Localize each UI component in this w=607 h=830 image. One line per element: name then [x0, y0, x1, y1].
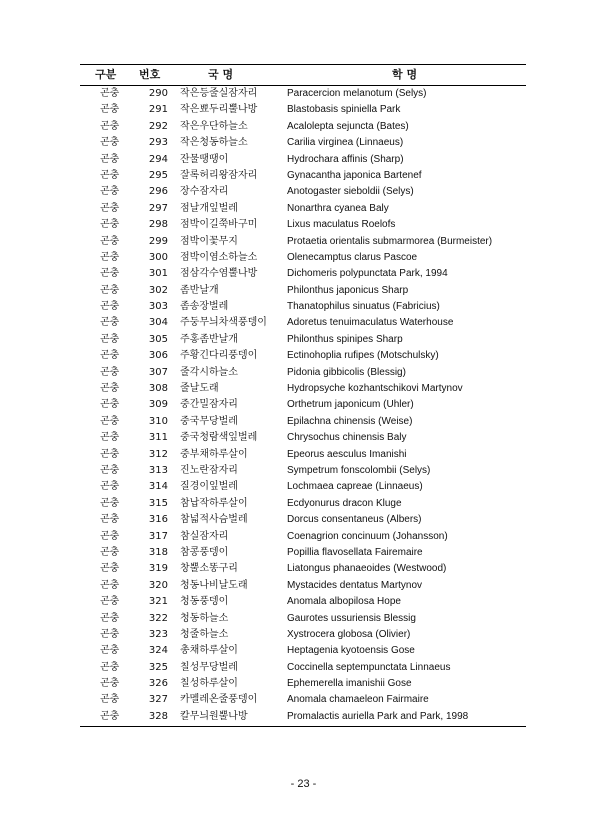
category-cell: 곤충 — [100, 169, 120, 181]
korean-name-cell: 점박이염소하늘소 — [180, 251, 258, 263]
number-cell: 305 — [148, 333, 168, 345]
category-cell: 곤충 — [100, 186, 120, 198]
scientific-name-cell: Acalolepta sejuncta (Bates) — [287, 120, 409, 132]
table-row — [80, 299, 526, 315]
korean-name-cell: 장수잠자리 — [180, 186, 229, 198]
table-row — [80, 119, 526, 135]
scientific-name-cell: Nonarthra cyanea Baly — [287, 202, 389, 214]
number-cell: 306 — [148, 350, 168, 362]
scientific-name-cell: Olenecamptus clarus Pascoe — [287, 251, 418, 263]
scientific-name-cell: Epeorus aesculus Imanishi — [287, 448, 407, 460]
number-cell: 303 — [148, 301, 168, 313]
scientific-name-cell: Coenagrion concinuum (Johansson) — [287, 530, 448, 542]
number-cell: 321 — [148, 596, 168, 608]
category-cell: 곤충 — [100, 333, 120, 345]
category-cell: 곤충 — [100, 628, 120, 640]
table-row — [80, 447, 526, 463]
korean-name-cell: 잔물땡땡이 — [180, 153, 229, 165]
category-cell: 곤충 — [100, 301, 120, 313]
table-row — [80, 397, 526, 413]
category-cell: 곤충 — [100, 235, 120, 247]
korean-name-cell: 점삼각수염뿔나방 — [180, 268, 258, 280]
number-cell: 318 — [148, 546, 168, 558]
category-cell: 곤충 — [100, 514, 120, 526]
category-cell: 곤충 — [100, 251, 120, 263]
korean-name-cell: 작은뾰두리뿔나방 — [180, 104, 258, 116]
header-number: 번호 — [139, 68, 161, 81]
korean-name-cell: 줄각시하늘소 — [180, 366, 238, 378]
table-row — [80, 430, 526, 446]
scientific-name-cell: Philonthus japonicus Sharp — [287, 284, 409, 296]
korean-name-cell: 창뿔소똥구리 — [180, 563, 238, 575]
category-cell: 곤충 — [100, 366, 120, 378]
number-cell: 302 — [148, 284, 168, 296]
korean-name-cell: 좀반날개 — [180, 284, 219, 296]
scientific-name-cell: Dorcus consentaneus (Albers) — [287, 514, 422, 526]
category-cell: 곤충 — [100, 284, 120, 296]
scientific-name-cell: Hydropsyche kozhantschikovi Martynov — [287, 383, 463, 395]
scientific-name-cell: Anotogaster sieboldii (Selys) — [287, 186, 414, 198]
korean-name-cell: 참콩풍뎅이 — [180, 546, 229, 558]
number-cell: 325 — [148, 661, 168, 673]
number-cell: 300 — [148, 251, 168, 263]
number-cell: 291 — [148, 104, 168, 116]
korean-name-cell: 참넓적사슴벌레 — [180, 514, 248, 526]
table-row — [80, 463, 526, 479]
table-row — [80, 217, 526, 233]
korean-name-cell: 잘록허리왕잠자리 — [180, 169, 258, 181]
number-cell: 310 — [148, 415, 168, 427]
table-row — [80, 315, 526, 331]
table-row — [80, 201, 526, 217]
number-cell: 309 — [148, 399, 168, 411]
table-row — [80, 332, 526, 348]
korean-name-cell: 중국청람색잎벌레 — [180, 432, 258, 444]
scientific-name-cell: Pidonia gibbicolis (Blessig) — [287, 366, 406, 378]
korean-name-cell: 칼무늬원뿔나방 — [180, 710, 248, 722]
korean-name-cell: 총채하루살이 — [180, 645, 238, 657]
korean-name-cell: 질경이잎벌레 — [180, 481, 238, 493]
category-cell: 곤충 — [100, 464, 120, 476]
table-header-row — [80, 64, 526, 86]
number-cell: 317 — [148, 530, 168, 542]
table-row — [80, 660, 526, 676]
category-cell: 곤충 — [100, 530, 120, 542]
number-cell: 293 — [148, 137, 168, 149]
scientific-name-cell: Mystacides dentatus Martynov — [287, 579, 423, 591]
category-cell: 곤충 — [100, 645, 120, 657]
table-row — [80, 496, 526, 512]
category-cell: 곤충 — [100, 678, 120, 690]
number-cell: 313 — [148, 464, 168, 476]
table-row — [80, 545, 526, 561]
scientific-name-cell: Anomala chamaeleon Fairmaire — [287, 694, 429, 706]
korean-name-cell: 점박이꽃무지 — [180, 235, 238, 247]
table-row — [80, 266, 526, 282]
number-cell: 294 — [148, 153, 168, 165]
table-row — [80, 168, 526, 184]
scientific-name-cell: Coccinella septempunctata Linnaeus — [287, 661, 451, 673]
category-cell: 곤충 — [100, 219, 120, 231]
category-cell: 곤충 — [100, 596, 120, 608]
scientific-name-cell: Gaurotes ussuriensis Blessig — [287, 612, 416, 624]
table-row — [80, 561, 526, 577]
korean-name-cell: 점날개잎벌레 — [180, 202, 238, 214]
category-cell: 곤충 — [100, 415, 120, 427]
table-row — [80, 135, 526, 151]
korean-name-cell: 청동풍뎅이 — [180, 596, 229, 608]
category-cell: 곤충 — [100, 612, 120, 624]
table-row — [80, 184, 526, 200]
scientific-name-cell: Chrysochus chinensis Baly — [287, 432, 407, 444]
table-row — [80, 381, 526, 397]
header-category: 구분 — [95, 68, 117, 81]
korean-name-cell: 청동나비날도래 — [180, 579, 248, 591]
number-cell: 320 — [148, 579, 168, 591]
number-cell: 298 — [148, 219, 168, 231]
category-cell: 곤충 — [100, 546, 120, 558]
table-row — [80, 283, 526, 299]
table-bottom-rule — [80, 726, 526, 727]
korean-name-cell: 주황긴다리풍뎅이 — [180, 350, 258, 362]
scientific-name-cell: Protaetia orientalis submarmorea (Burmeister) — [287, 235, 493, 247]
scientific-name-cell: Anomala albopilosa Hope — [287, 596, 401, 608]
category-cell: 곤충 — [100, 350, 120, 362]
number-cell: 322 — [148, 612, 168, 624]
number-cell: 308 — [148, 383, 168, 395]
scientific-name-cell: Ecdyonurus dracon Kluge — [287, 497, 402, 509]
number-cell: 314 — [148, 481, 168, 493]
table-row — [80, 234, 526, 250]
table-body — [80, 86, 526, 725]
number-cell: 324 — [148, 645, 168, 657]
category-cell: 곤충 — [100, 383, 120, 395]
number-cell: 311 — [148, 432, 168, 444]
scientific-name-cell: Epilachna chinensis (Weise) — [287, 415, 413, 427]
korean-name-cell: 카멜레온줄풍뎅이 — [180, 694, 258, 706]
korean-name-cell: 진노란잠자리 — [180, 464, 238, 476]
number-cell: 328 — [148, 710, 168, 722]
scientific-name-cell: Paracercion melanotum (Selys) — [287, 88, 427, 99]
korean-name-cell: 칠성하루살이 — [180, 678, 238, 690]
scientific-name-cell: Heptagenia kyotoensis Gose — [287, 645, 415, 657]
korean-name-cell: 주둥무늬차색풍뎅이 — [180, 317, 267, 329]
scientific-name-cell: Liatongus phanaeoides (Westwood) — [287, 563, 447, 575]
korean-name-cell: 청동하늘소 — [180, 612, 229, 624]
table-row — [80, 643, 526, 659]
scientific-name-cell: Sympetrum fonscolombii (Selys) — [287, 464, 431, 476]
header-scientific-name: 학 명 — [392, 68, 418, 81]
category-cell: 곤충 — [100, 497, 120, 509]
category-cell: 곤충 — [100, 317, 120, 329]
korean-name-cell: 작은등줄실잠자리 — [180, 88, 258, 99]
category-cell: 곤충 — [100, 694, 120, 706]
korean-name-cell: 중국무당벌레 — [180, 415, 238, 427]
species-table — [80, 64, 526, 727]
scientific-name-cell: Ectinohoplia rufipes (Motschulsky) — [287, 350, 439, 362]
number-cell: 301 — [148, 268, 168, 280]
number-cell: 297 — [148, 202, 168, 214]
scientific-name-cell: Dichomeris polypunctata Park, 1994 — [287, 268, 448, 280]
category-cell: 곤충 — [100, 88, 120, 99]
scientific-name-cell: Xystrocera globosa (Olivier) — [287, 628, 411, 640]
table-row — [80, 86, 526, 102]
table-row — [80, 479, 526, 495]
number-cell: 299 — [148, 235, 168, 247]
table-row — [80, 676, 526, 692]
category-cell: 곤충 — [100, 399, 120, 411]
number-cell: 304 — [148, 317, 168, 329]
category-cell: 곤충 — [100, 563, 120, 575]
category-cell: 곤충 — [100, 202, 120, 214]
table-row — [80, 250, 526, 266]
korean-name-cell: 중부채하루살이 — [180, 448, 248, 460]
page-number: - 23 - — [290, 778, 317, 790]
korean-name-cell: 줄날도래 — [180, 383, 219, 395]
scientific-name-cell: Ephemerella imanishii Gose — [287, 678, 412, 690]
header-korean-name: 국 명 — [208, 68, 234, 81]
korean-name-cell: 칠성무당벌레 — [180, 661, 238, 673]
scientific-name-cell: Adoretus tenuimaculatus Waterhouse — [287, 317, 454, 329]
number-cell: 312 — [148, 448, 168, 460]
korean-name-cell: 작은우단하늘소 — [180, 120, 248, 132]
number-cell: 316 — [148, 514, 168, 526]
table-row — [80, 627, 526, 643]
category-cell: 곤충 — [100, 268, 120, 280]
number-cell: 327 — [148, 694, 168, 706]
table-row — [80, 529, 526, 545]
scientific-name-cell: Gynacantha japonica Bartenef — [287, 169, 422, 181]
table-row — [80, 692, 526, 708]
number-cell: 323 — [148, 628, 168, 640]
scientific-name-cell: Promalactis auriella Park and Park, 1998 — [287, 710, 469, 722]
scientific-name-cell: Blastobasis spiniella Park — [287, 104, 401, 116]
number-cell: 319 — [148, 563, 168, 575]
scientific-name-cell: Philonthus spinipes Sharp — [287, 333, 403, 345]
category-cell: 곤충 — [100, 153, 120, 165]
table-row — [80, 348, 526, 364]
category-cell: 곤충 — [100, 710, 120, 722]
category-cell: 곤충 — [100, 661, 120, 673]
category-cell: 곤충 — [100, 104, 120, 116]
korean-name-cell: 참실잠자리 — [180, 530, 229, 542]
category-cell: 곤충 — [100, 120, 120, 132]
number-cell: 315 — [148, 497, 168, 509]
korean-name-cell: 참납작하루살이 — [180, 497, 248, 509]
korean-name-cell: 작은청동하늘소 — [180, 137, 248, 149]
category-cell: 곤충 — [100, 448, 120, 460]
category-cell: 곤충 — [100, 137, 120, 149]
table-row — [80, 512, 526, 528]
number-cell: 326 — [148, 678, 168, 690]
table-row — [80, 102, 526, 118]
number-cell: 292 — [148, 120, 168, 132]
scientific-name-cell: Lochmaea capreae (Linnaeus) — [287, 481, 423, 493]
category-cell: 곤충 — [100, 481, 120, 493]
scientific-name-cell: Carilia virginea (Linnaeus) — [287, 137, 404, 149]
number-cell: 307 — [148, 366, 168, 378]
number-cell: 295 — [148, 169, 168, 181]
korean-name-cell: 좀송장벌레 — [180, 301, 229, 313]
table-row — [80, 594, 526, 610]
scientific-name-cell: Thanatophilus sinuatus (Fabricius) — [287, 301, 440, 313]
category-cell: 곤충 — [100, 432, 120, 444]
scientific-name-cell: Hydrochara affinis (Sharp) — [287, 153, 404, 165]
table-row — [80, 578, 526, 594]
table-row — [80, 709, 526, 725]
table-row — [80, 611, 526, 627]
number-cell: 296 — [148, 186, 168, 198]
table-row — [80, 152, 526, 168]
korean-name-cell: 점박이길쭉바구미 — [180, 219, 258, 231]
table-row — [80, 365, 526, 381]
scientific-name-cell: Popillia flavosellata Fairemaire — [287, 546, 423, 558]
korean-name-cell: 주홍좀반날개 — [180, 333, 238, 345]
korean-name-cell: 중간밀잠자리 — [180, 399, 238, 411]
table-row — [80, 414, 526, 430]
scientific-name-cell: Orthetrum japonicum (Uhler) — [287, 399, 414, 411]
korean-name-cell: 청줄하늘소 — [180, 628, 229, 640]
scientific-name-cell: Lixus maculatus Roelofs — [287, 219, 396, 231]
number-cell: 290 — [148, 88, 168, 99]
category-cell: 곤충 — [100, 579, 120, 591]
